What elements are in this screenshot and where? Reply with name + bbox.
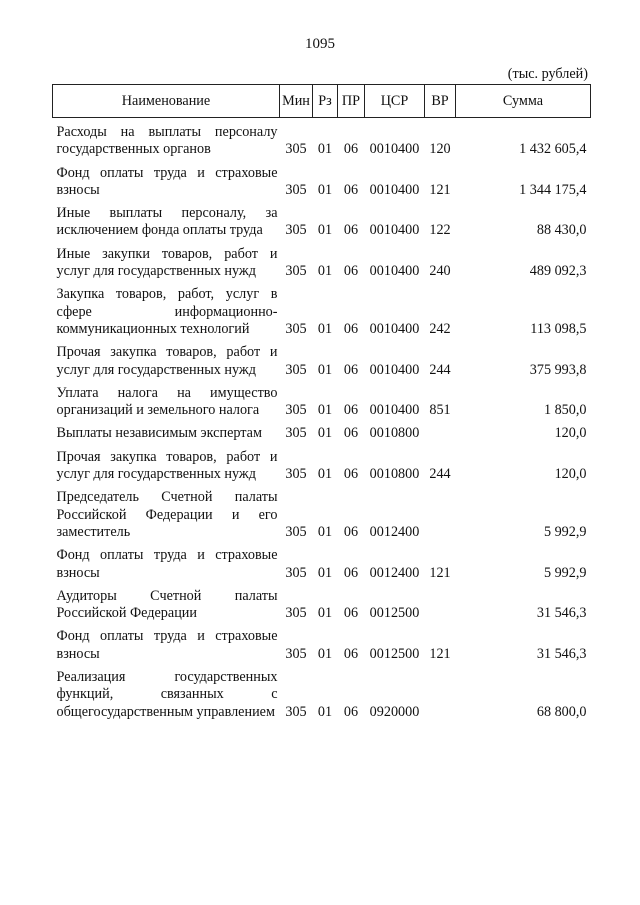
row-name: Уплата налога на имущество организаций и земельного налога: [56, 384, 278, 419]
row-vr: [425, 582, 456, 623]
row-vr: 121: [429, 564, 451, 581]
row-pr: 06: [343, 564, 359, 581]
row-name: Фонд оплаты труда и страховые взносы: [56, 164, 278, 198]
row-min: 305: [285, 222, 307, 239]
row-name: Закупка товаров, работ, услуг в сфере информационно-коммуникационных технологий: [56, 286, 278, 337]
row-name: Выплаты независимым экспертам: [56, 425, 262, 442]
row-rz: 01: [317, 645, 333, 662]
row-rz: 01: [317, 523, 333, 540]
row-sum: 5 992,9: [543, 564, 587, 581]
row-rz: 01: [317, 320, 333, 337]
row-pr: 06: [343, 181, 359, 198]
row-rz: 01: [317, 361, 333, 378]
row-vr: 121: [429, 645, 451, 662]
row-vr: 240: [429, 263, 451, 280]
row-vr: 121: [429, 181, 451, 198]
row-name: Иные закупки товаров, работ и услуг для государственных нужд: [56, 245, 278, 280]
row-csr: 0010400: [369, 402, 420, 419]
row-name: Прочая закупка товаров, работ и услуг для государственных нужд: [56, 344, 278, 378]
row-pr: 06: [343, 320, 359, 337]
row-csr: 0010800: [369, 425, 420, 442]
row-csr: 0010400: [369, 320, 420, 337]
header-pr: ПР: [338, 85, 365, 118]
row-min: 305: [285, 361, 307, 378]
row-pr: 06: [343, 523, 359, 540]
header-sum: Сумма: [456, 85, 591, 118]
row-vr: 242: [429, 320, 451, 337]
row-rz: 01: [317, 703, 333, 720]
row-pr: 06: [343, 263, 359, 280]
row-rz: 01: [317, 402, 333, 419]
row-min: 305: [285, 703, 307, 720]
row-rz: 01: [317, 564, 333, 581]
table-row: [53, 159, 591, 200]
row-vr: [425, 663, 456, 721]
row-sum: 1 432 605,4: [519, 141, 587, 158]
table-row: [53, 199, 591, 240]
row-vr: 122: [429, 222, 451, 239]
table-row: [53, 483, 591, 541]
row-name: Прочая закупка товаров, работ и услуг для государственных нужд: [56, 448, 278, 483]
table-row: [53, 338, 591, 379]
table-row: [53, 541, 591, 582]
row-pr: 06: [343, 703, 359, 720]
row-name: Фонд оплаты труда и страховые взносы: [56, 628, 278, 662]
row-sum: 489 092,3: [529, 263, 587, 280]
row-pr: 06: [343, 361, 359, 378]
row-rz: 01: [317, 263, 333, 280]
row-sum: 31 546,3: [536, 605, 587, 622]
row-rz: 01: [317, 466, 333, 483]
row-rz: 01: [317, 181, 333, 198]
row-rz: 01: [317, 141, 333, 158]
row-pr: 06: [343, 425, 359, 442]
row-sum: 1 850,0: [543, 402, 587, 419]
row-rz: 01: [317, 605, 333, 622]
row-sum: 120,0: [554, 425, 587, 442]
row-pr: 06: [343, 645, 359, 662]
row-vr: 244: [429, 466, 451, 483]
header-csr: ЦСР: [365, 85, 425, 118]
row-pr: 06: [343, 605, 359, 622]
row-csr: 0012400: [369, 523, 420, 540]
row-csr: 0010400: [369, 263, 420, 280]
row-min: 305: [285, 141, 307, 158]
row-csr: 0010400: [369, 361, 420, 378]
row-sum: 5 992,9: [543, 523, 587, 540]
row-sum: 1 344 175,4: [519, 181, 587, 198]
row-pr: 06: [343, 402, 359, 419]
table-row: [53, 240, 591, 281]
header-rz: Рз: [313, 85, 338, 118]
row-min: 305: [285, 402, 307, 419]
row-csr: 0012500: [369, 605, 420, 622]
table-header: [53, 85, 591, 118]
row-csr: 0920000: [369, 703, 420, 720]
page-number: 1095: [305, 36, 335, 52]
units-label: (тыс. рублей): [507, 66, 588, 82]
table-row: [53, 622, 591, 663]
row-pr: 06: [343, 466, 359, 483]
budget-table: [52, 84, 591, 721]
row-min: 305: [285, 605, 307, 622]
row-name: Председатель Счетной палаты Российской Федерации и его заместитель: [56, 489, 278, 540]
row-csr: 0010800: [369, 466, 420, 483]
row-min: 305: [285, 263, 307, 280]
row-min: 305: [285, 425, 307, 442]
row-vr: 851: [429, 402, 451, 419]
row-vr: [425, 483, 456, 541]
row-rz: 01: [317, 425, 333, 442]
row-csr: 0010400: [369, 141, 420, 158]
header-min: Мин: [280, 85, 313, 118]
row-min: 305: [285, 564, 307, 581]
row-csr: 0012500: [369, 645, 420, 662]
row-vr: 244: [429, 361, 451, 378]
row-name: Реализация государственных функций, связанных с общегосударственным управлением: [56, 669, 278, 720]
row-name: Аудиторы Счетной палаты Российской Федерации: [56, 587, 278, 622]
row-min: 305: [285, 645, 307, 662]
row-pr: 06: [343, 222, 359, 239]
row-rz: 01: [317, 222, 333, 239]
row-vr: 120: [429, 141, 451, 158]
row-min: 305: [285, 466, 307, 483]
row-sum: 31 546,3: [536, 645, 587, 662]
table-body: [53, 118, 591, 721]
table-row: [53, 443, 591, 484]
table-row: [53, 280, 591, 338]
row-sum: 120,0: [554, 466, 587, 483]
row-min: 305: [285, 320, 307, 337]
table-row: [53, 118, 591, 159]
row-min: 305: [285, 523, 307, 540]
table-row: [53, 663, 591, 721]
header-name: Наименование: [53, 85, 280, 118]
row-csr: 0012400: [369, 564, 420, 581]
row-sum: 113 098,5: [530, 320, 587, 337]
row-vr: [425, 419, 456, 442]
row-sum: 68 800,0: [536, 703, 587, 720]
row-name: Фонд оплаты труда и страховые взносы: [56, 547, 278, 581]
row-pr: 06: [343, 141, 359, 158]
table-row: [53, 419, 591, 442]
row-csr: 0010400: [369, 181, 420, 198]
row-csr: 0010400: [369, 222, 420, 239]
row-min: 305: [285, 181, 307, 198]
table-row: [53, 582, 591, 623]
row-sum: 88 430,0: [536, 222, 587, 239]
header-vr: ВР: [425, 85, 456, 118]
row-sum: 375 993,8: [529, 361, 587, 378]
table-row: [53, 379, 591, 420]
row-name: Расходы на выплаты персоналу государственных органов: [56, 124, 278, 158]
row-name: Иные выплаты персоналу, за исключением фонда оплаты труда: [56, 205, 278, 239]
